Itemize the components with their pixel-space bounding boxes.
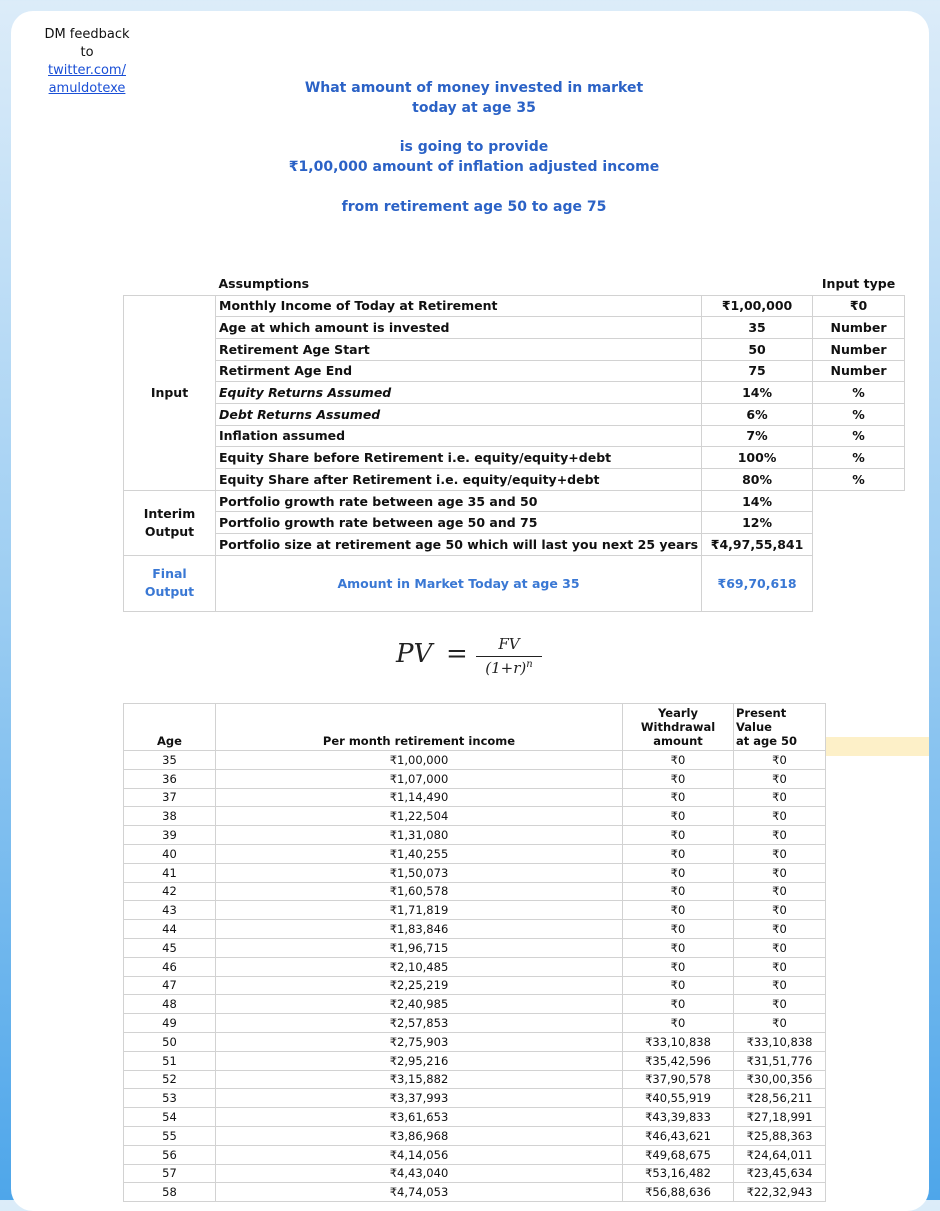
headline-income [251, 137, 697, 177]
assumption-type: % [813, 425, 905, 447]
withdrawal-cell: ₹0 [623, 751, 734, 770]
age-cell: 39 [124, 826, 216, 845]
withdrawal-cell: ₹0 [623, 844, 734, 863]
table-row [124, 938, 826, 957]
feedback-note [37, 26, 137, 98]
interim-label: Portfolio size at retirement age 50 which will last you next 25 years [216, 534, 702, 556]
present-value-cell: ₹0 [734, 1014, 826, 1033]
formula-fraction-bar [476, 656, 542, 657]
present-value-cell: ₹0 [734, 863, 826, 882]
age-cell: 58 [124, 1183, 216, 1202]
income-cell: ₹1,14,490 [216, 788, 623, 807]
table-row [124, 1126, 826, 1145]
table-row [124, 976, 826, 995]
income-cell: ₹2,10,485 [216, 957, 623, 976]
table-row [124, 1164, 826, 1183]
assumption-row [124, 338, 905, 360]
income-cell: ₹1,50,073 [216, 863, 623, 882]
headline-line-2: today at age 35 [412, 100, 536, 116]
final-output-row [124, 555, 905, 611]
assumptions-header: Assumptions [218, 276, 310, 292]
age-cell: 56 [124, 1145, 216, 1164]
income-cell: ₹1,22,504 [216, 807, 623, 826]
interim-label-line-2: Output [144, 523, 195, 539]
age-cell: 45 [124, 938, 216, 957]
age-cell: 43 [124, 901, 216, 920]
income-cell: ₹2,95,216 [216, 1051, 623, 1070]
present-value-cell: ₹0 [734, 769, 826, 788]
withdrawal-cell: ₹0 [623, 769, 734, 788]
table-row [124, 788, 826, 807]
withdrawal-cell: ₹0 [623, 807, 734, 826]
table-row [124, 1051, 826, 1070]
headline-line-4: ₹1,00,000 amount of inflation adjusted income [288, 159, 660, 175]
assumption-value[interactable]: 6% [702, 403, 813, 425]
table-row [124, 1032, 826, 1051]
income-cell: ₹1,96,715 [216, 938, 623, 957]
income-cell: ₹3,37,993 [216, 1089, 623, 1108]
interim-group-label [124, 490, 216, 555]
present-value-cell: ₹0 [734, 844, 826, 863]
assumption-type: % [813, 403, 905, 425]
withdrawal-header [623, 704, 734, 751]
income-cell: ₹1,31,080 [216, 826, 623, 845]
assumption-value[interactable]: 100% [702, 447, 813, 469]
present-value-header [734, 704, 826, 751]
present-value-cell: ₹0 [734, 957, 826, 976]
pv-header-line-2: at age 50 [736, 734, 798, 748]
present-value-cell: ₹0 [734, 826, 826, 845]
income-cell: ₹4,74,053 [216, 1183, 623, 1202]
highlighted-cell [825, 737, 929, 756]
interim-row [124, 490, 905, 512]
present-value-cell: ₹0 [734, 882, 826, 901]
assumption-value[interactable]: 80% [702, 469, 813, 491]
withdrawal-cell: ₹35,42,596 [623, 1051, 734, 1070]
income-cell: ₹1,71,819 [216, 901, 623, 920]
withdrawal-header-line-2: amount [653, 734, 703, 748]
assumption-label: Inflation assumed [216, 425, 702, 447]
age-cell: 49 [124, 1014, 216, 1033]
assumptions-table [123, 273, 905, 612]
withdrawal-cell: ₹0 [623, 995, 734, 1014]
final-label-line-2: Output [144, 584, 195, 600]
table-row [124, 1070, 826, 1089]
twitter-link-part-1[interactable]: twitter.com/ [48, 63, 126, 78]
assumption-row [124, 295, 905, 317]
withdrawal-cell: ₹0 [623, 957, 734, 976]
withdrawal-cell: ₹43,39,833 [623, 1108, 734, 1127]
formula-denominator: (1+r) [485, 659, 527, 677]
income-cell: ₹1,07,000 [216, 769, 623, 788]
interim-row [124, 512, 905, 534]
income-cell: ₹2,25,219 [216, 976, 623, 995]
pv-formula [396, 629, 556, 689]
withdrawal-cell: ₹0 [623, 788, 734, 807]
withdrawal-cell: ₹0 [623, 976, 734, 995]
projection-table [123, 703, 826, 1202]
assumption-label: Age at which amount is invested [216, 317, 702, 339]
assumption-row [124, 425, 905, 447]
headline-range [251, 197, 697, 217]
present-value-cell: ₹0 [734, 788, 826, 807]
withdrawal-cell: ₹49,68,675 [623, 1145, 734, 1164]
table-row [124, 826, 826, 845]
headline-line-5: from retirement age 50 to age 75 [341, 199, 607, 215]
assumption-type: % [813, 469, 905, 491]
final-group-label [124, 555, 216, 611]
table-row [124, 957, 826, 976]
withdrawal-cell: ₹0 [623, 901, 734, 920]
withdrawal-cell: ₹0 [623, 826, 734, 845]
assumption-row [124, 382, 905, 404]
age-cell: 37 [124, 788, 216, 807]
age-cell: 47 [124, 976, 216, 995]
assumption-value[interactable]: 75 [702, 360, 813, 382]
assumption-label: Retirement Age Start [216, 338, 702, 360]
table-row [124, 1108, 826, 1127]
income-cell: ₹3,61,653 [216, 1108, 623, 1127]
present-value-cell: ₹27,18,991 [734, 1108, 826, 1127]
assumption-value[interactable]: 35 [702, 317, 813, 339]
withdrawal-cell: ₹37,90,578 [623, 1070, 734, 1089]
feedback-line-1: DM feedback [44, 27, 130, 42]
age-cell: 38 [124, 807, 216, 826]
present-value-cell: ₹0 [734, 976, 826, 995]
feedback-line-2: to [80, 45, 94, 60]
interim-value: 14% [702, 490, 813, 512]
final-label-line-1: Final [152, 566, 187, 582]
age-cell: 40 [124, 844, 216, 863]
formula-exponent: n [526, 659, 533, 670]
income-cell: ₹3,86,968 [216, 1126, 623, 1145]
assumption-value[interactable]: 7% [702, 425, 813, 447]
age-cell: 46 [124, 957, 216, 976]
income-cell: ₹1,00,000 [216, 751, 623, 770]
table-row [124, 920, 826, 939]
table-row [124, 769, 826, 788]
twitter-link-part-2[interactable]: amuldotexe [48, 81, 126, 96]
age-cell: 52 [124, 1070, 216, 1089]
present-value-cell: ₹25,88,363 [734, 1126, 826, 1145]
age-cell: 54 [124, 1108, 216, 1127]
age-header: Age [124, 704, 216, 751]
withdrawal-cell: ₹0 [623, 938, 734, 957]
present-value-cell: ₹0 [734, 938, 826, 957]
formula-denominator-wrap [476, 659, 542, 677]
income-cell: ₹3,15,882 [216, 1070, 623, 1089]
age-cell: 42 [124, 882, 216, 901]
income-cell: ₹2,57,853 [216, 1014, 623, 1033]
withdrawal-cell: ₹40,55,919 [623, 1089, 734, 1108]
assumption-label: Monthly Income of Today at Retirement [216, 295, 702, 317]
withdrawal-cell: ₹0 [623, 1014, 734, 1033]
interim-value: ₹4,97,55,841 [702, 534, 813, 556]
assumption-label: Equity Returns Assumed [216, 382, 702, 404]
table-row [124, 863, 826, 882]
table-row [124, 751, 826, 770]
withdrawal-cell: ₹53,16,482 [623, 1164, 734, 1183]
table-row [124, 1089, 826, 1108]
table-row [124, 882, 826, 901]
withdrawal-cell: ₹56,88,636 [623, 1183, 734, 1202]
age-cell: 36 [124, 769, 216, 788]
withdrawal-cell: ₹0 [623, 863, 734, 882]
final-output-value: ₹69,70,618 [702, 555, 813, 611]
formula-equals: = [446, 639, 468, 669]
assumption-type: ₹0 [813, 295, 905, 317]
final-output-label: Amount in Market Today at age 35 [216, 555, 702, 611]
income-cell: ₹1,83,846 [216, 920, 623, 939]
assumption-label: Equity Share after Retirement i.e. equity/equity+debt [216, 469, 702, 491]
age-cell: 53 [124, 1089, 216, 1108]
table-row [124, 844, 826, 863]
present-value-cell: ₹24,64,011 [734, 1145, 826, 1164]
income-header: Per month retirement income [216, 704, 623, 751]
present-value-cell: ₹23,45,634 [734, 1164, 826, 1183]
document-card [11, 11, 929, 1211]
age-cell: 57 [124, 1164, 216, 1183]
assumption-label: Retirment Age End [216, 360, 702, 382]
input-type-header: Input type [821, 276, 896, 292]
table-row [124, 1014, 826, 1033]
table-row [124, 901, 826, 920]
age-cell: 55 [124, 1126, 216, 1145]
income-cell: ₹4,43,040 [216, 1164, 623, 1183]
withdrawal-cell: ₹0 [623, 882, 734, 901]
formula-numerator: FV [498, 635, 520, 653]
table-row [124, 995, 826, 1014]
table-row [124, 1183, 826, 1202]
assumption-type: Number [813, 338, 905, 360]
income-cell: ₹4,14,056 [216, 1145, 623, 1164]
assumption-value[interactable]: ₹1,00,000 [702, 295, 813, 317]
present-value-cell: ₹0 [734, 901, 826, 920]
present-value-cell: ₹33,10,838 [734, 1032, 826, 1051]
assumption-type: Number [813, 360, 905, 382]
headline-line-1: What amount of money invested in market [304, 80, 644, 96]
interim-label: Portfolio growth rate between age 50 and 75 [216, 512, 702, 534]
age-cell: 41 [124, 863, 216, 882]
assumption-value[interactable]: 14% [702, 382, 813, 404]
assumption-label: Equity Share before Retirement i.e. equity/equity+debt [216, 447, 702, 469]
assumption-type: % [813, 447, 905, 469]
present-value-cell: ₹0 [734, 751, 826, 770]
withdrawal-header-line-1: Yearly Withdrawal [640, 706, 716, 734]
interim-label-line-1: Interim [143, 505, 196, 521]
present-value-cell: ₹31,51,776 [734, 1051, 826, 1070]
headline-question [251, 78, 697, 118]
assumption-label: Debt Returns Assumed [216, 403, 702, 425]
present-value-cell: ₹30,00,356 [734, 1070, 826, 1089]
pv-header-line-1: Present Value [736, 706, 787, 734]
assumption-value[interactable]: 50 [702, 338, 813, 360]
interim-value: 12% [702, 512, 813, 534]
headline-line-3: is going to provide [399, 139, 549, 155]
interim-row [124, 534, 905, 556]
interim-label: Portfolio growth rate between age 35 and 50 [216, 490, 702, 512]
income-cell: ₹1,40,255 [216, 844, 623, 863]
present-value-cell: ₹0 [734, 807, 826, 826]
withdrawal-cell: ₹33,10,838 [623, 1032, 734, 1051]
present-value-cell: ₹28,56,211 [734, 1089, 826, 1108]
present-value-cell: ₹0 [734, 995, 826, 1014]
projection-body [124, 751, 826, 1202]
income-cell: ₹2,75,903 [216, 1032, 623, 1051]
assumption-row [124, 317, 905, 339]
income-cell: ₹2,40,985 [216, 995, 623, 1014]
assumption-type: Number [813, 317, 905, 339]
present-value-cell: ₹22,32,943 [734, 1183, 826, 1202]
age-cell: 51 [124, 1051, 216, 1070]
age-cell: 48 [124, 995, 216, 1014]
age-cell: 50 [124, 1032, 216, 1051]
assumption-type: % [813, 382, 905, 404]
assumption-row [124, 360, 905, 382]
withdrawal-cell: ₹0 [623, 920, 734, 939]
assumption-row [124, 447, 905, 469]
income-cell: ₹1,60,578 [216, 882, 623, 901]
withdrawal-cell: ₹46,43,621 [623, 1126, 734, 1145]
assumption-row [124, 469, 905, 491]
table-row [124, 1145, 826, 1164]
assumption-row [124, 403, 905, 425]
age-cell: 35 [124, 751, 216, 770]
input-group-label: Input [124, 295, 216, 490]
present-value-cell: ₹0 [734, 920, 826, 939]
table-row [124, 807, 826, 826]
age-cell: 44 [124, 920, 216, 939]
formula-lhs: PV [396, 639, 433, 669]
